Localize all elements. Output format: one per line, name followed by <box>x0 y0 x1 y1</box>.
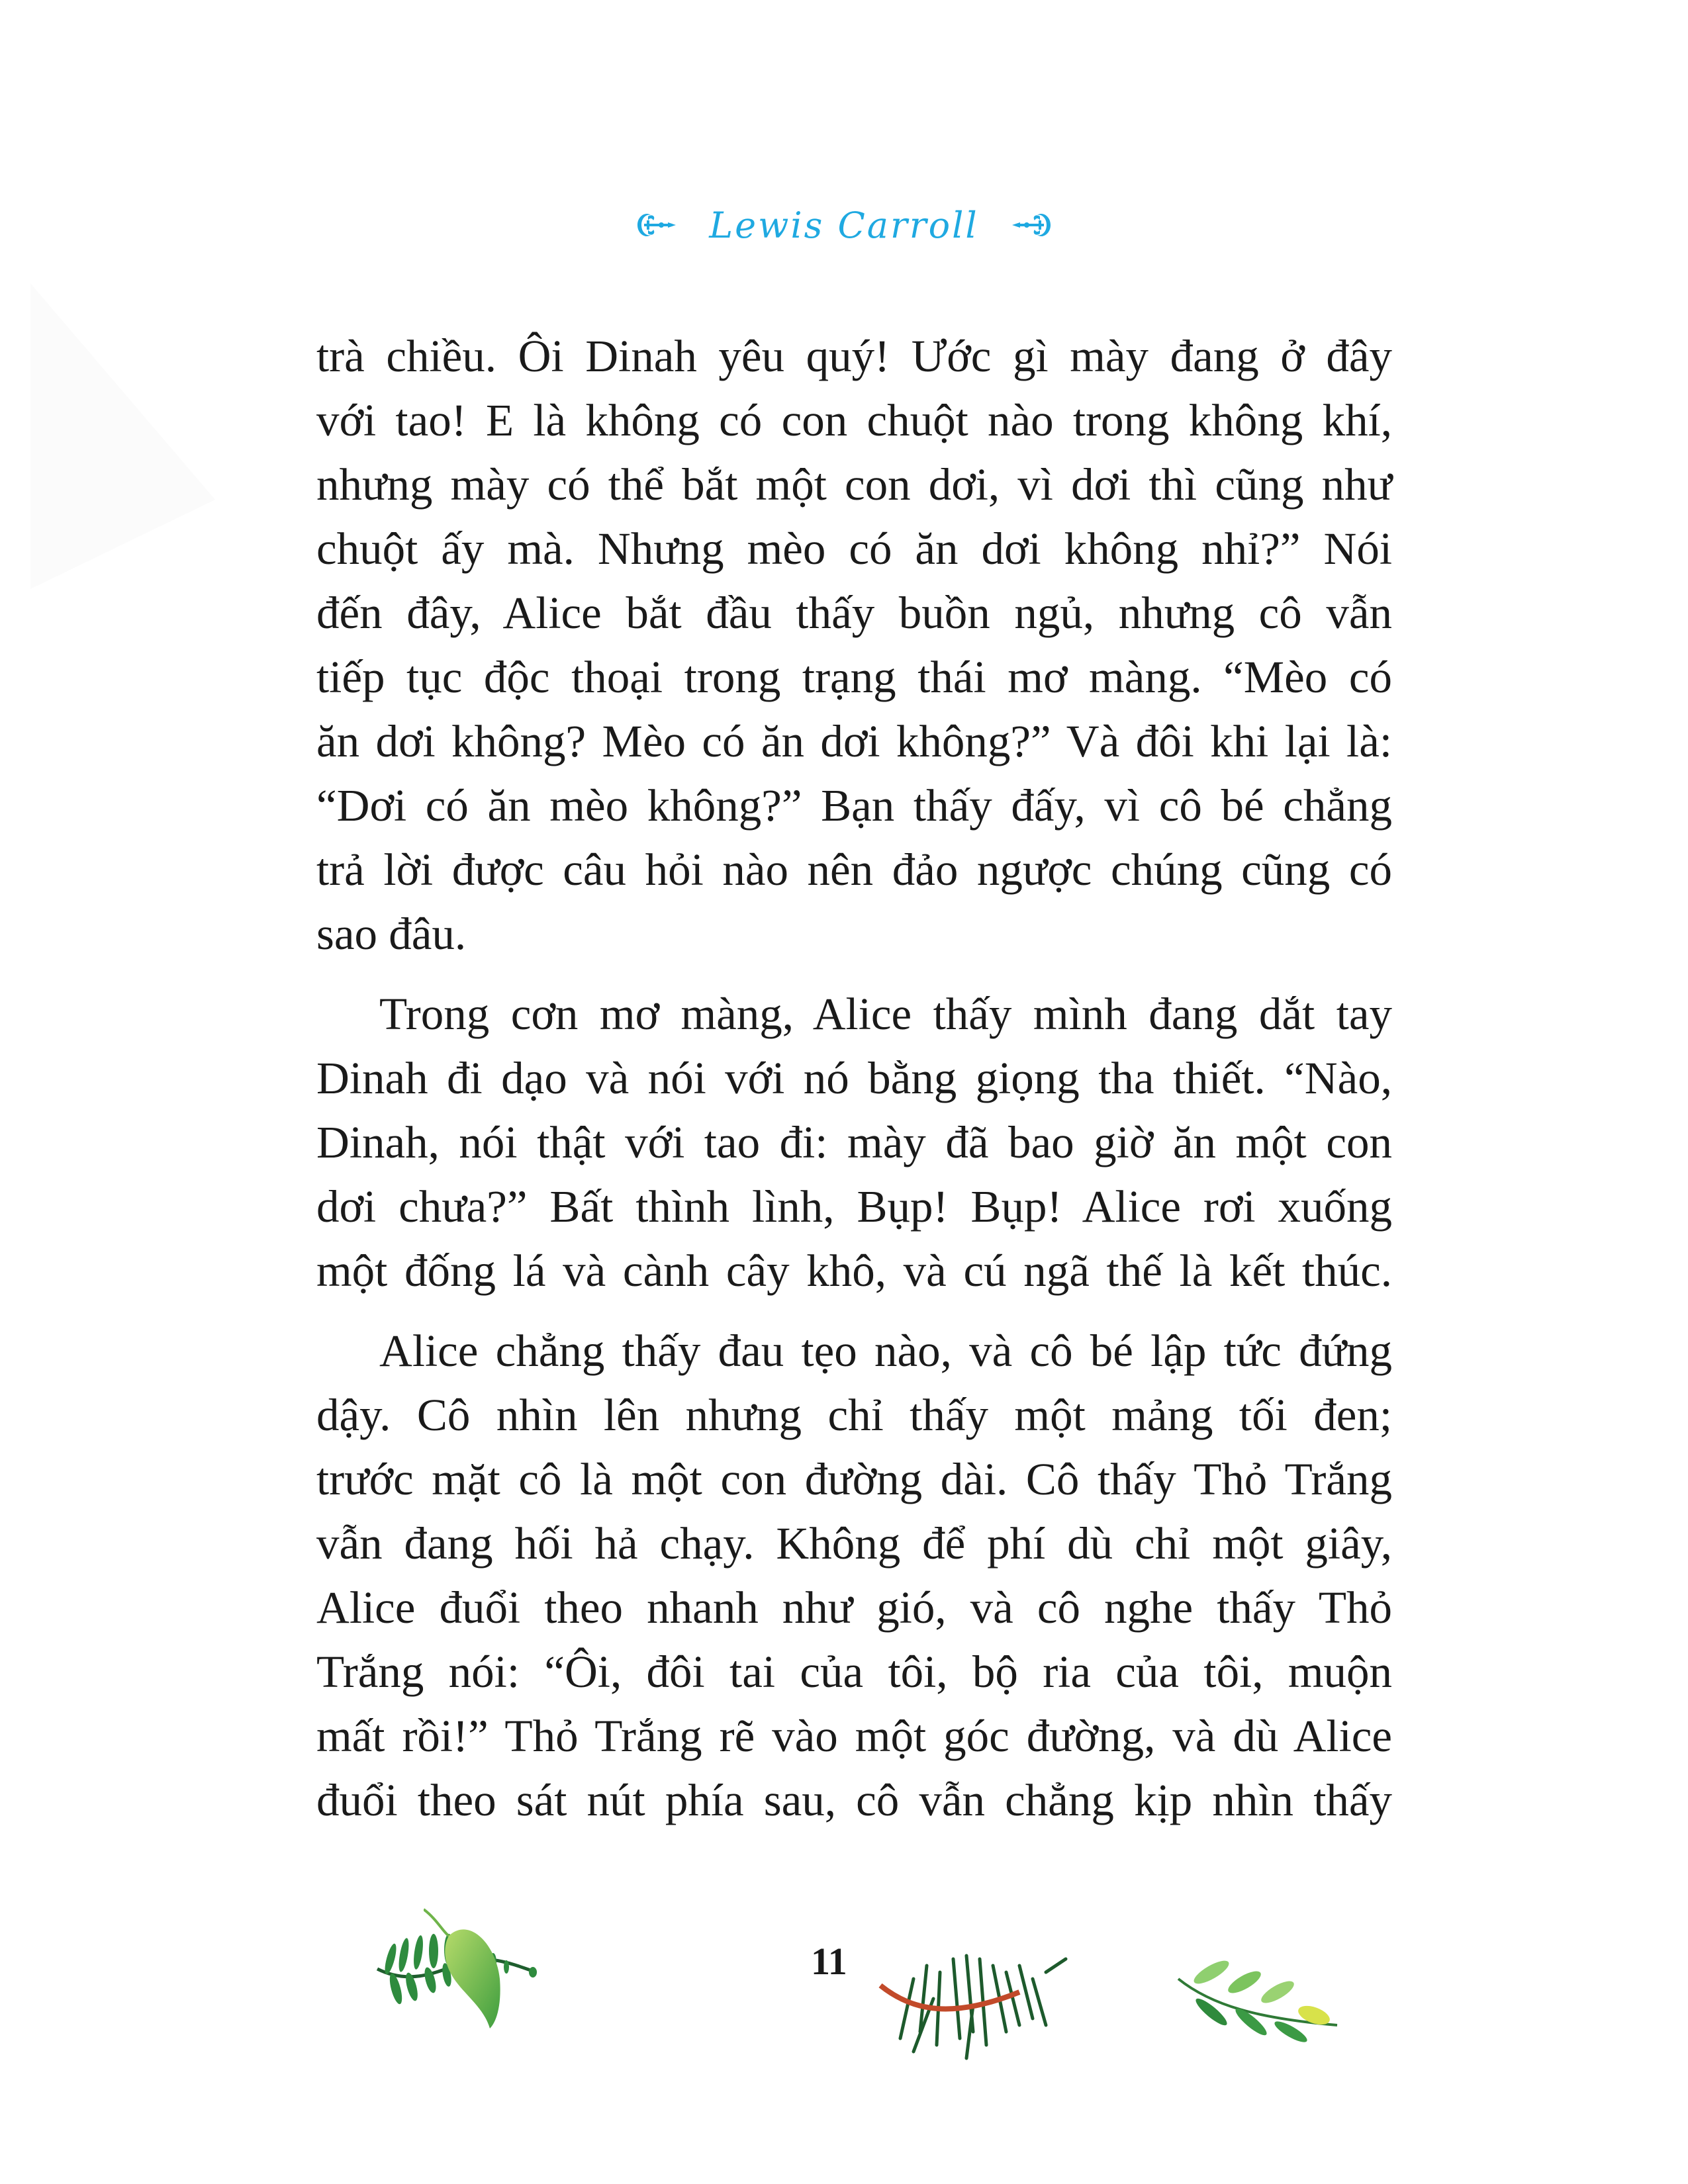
text-line: “Dơi có ăn mèo không?” Bạn thấy đấy, vì cô bé chẳng <box>316 780 1392 831</box>
text-line: Alice chẳng thấy đau tẹo nào, và cô bé lập tức đứng <box>379 1326 1392 1376</box>
text-line: Dinah đi dạo và nói với nó bằng giọng tha thiết. “Nào, <box>316 1053 1392 1103</box>
text-line: đuổi theo sát nút phía sau, cô vẫn chẳng kịp nhìn thấy <box>316 1775 1392 1825</box>
paragraph-2 <box>316 982 1392 1303</box>
text-line: mất rồi!” Thỏ Trắng rẽ vào một góc đường, và dù Alice <box>316 1711 1392 1761</box>
leafy-twig-icon <box>1172 1959 1357 2052</box>
text-line: Dinah, nói thật với tao đi: mày đã bao giờ ăn một con <box>316 1117 1392 1167</box>
text-line: tiếp tục độc thoại trong trạng thái mơ màng. “Mèo có <box>316 652 1392 702</box>
text-line: chuột ấy mà. Nhưng mèo có ăn dơi không nhỉ?” Nói <box>316 523 1392 574</box>
pine-branch-icon <box>874 1939 1086 2065</box>
text-line: với tao! E là không có con chuột nào trong không khí, <box>316 395 1392 445</box>
page-edge-shadow <box>0 0 265 728</box>
text-line: một đống lá và cành cây khô, và cú ngã thế là kết thúc. <box>316 1246 1392 1296</box>
text-line: vẫn đang hối hả chạy. Không để phí dù chỉ một giây, <box>316 1518 1392 1569</box>
text-line: trà chiều. Ôi Dinah yêu quý! Ước gì mày đang ở đây <box>316 331 1392 381</box>
green-leaf-icon <box>424 1906 583 2038</box>
paragraph-1 <box>316 324 1392 966</box>
page-number: 11 <box>811 1940 847 1983</box>
text-line: Trong cơn mơ màng, Alice thấy mình đang dắt tay <box>379 989 1392 1039</box>
text-line: ăn dơi không? Mèo có ăn dơi không?” Và đôi khi lại là: <box>316 716 1392 766</box>
text-line: Alice đuổi theo nhanh như gió, và cô nghe thấy Thỏ <box>316 1582 1392 1633</box>
author-name: Lewis Carroll <box>709 204 979 246</box>
scroll-ornament-right-icon <box>1011 208 1053 242</box>
text-line: dơi chưa?” Bất thình lình, Bụp! Bụp! Alice rơi xuống <box>316 1181 1392 1232</box>
scroll-ornament-left-icon <box>635 208 677 242</box>
text-line: nhưng mày có thể bắt một con dơi, vì dơi thì cũng như <box>316 459 1392 510</box>
text-line: sao đâu. <box>316 909 467 959</box>
text-line: dậy. Cô nhìn lên nhưng chỉ thấy một mảng tối đen; <box>316 1390 1392 1440</box>
paragraph-3 <box>316 1319 1392 1833</box>
body-text <box>316 324 1392 1833</box>
text-line: trước mặt cô là một con đường dài. Cô thấy Thỏ Trắng <box>316 1454 1392 1504</box>
text-line: trả lời được câu hỏi nào nên đảo ngược chúng cũng có <box>316 844 1392 895</box>
text-line: đến đây, Alice bắt đầu thấy buồn ngủ, nhưng cô vẫn <box>316 588 1392 638</box>
running-header <box>0 199 1688 251</box>
text-line: Trắng nói: “Ôi, đôi tai của tôi, bộ ria của tôi, muộn <box>316 1647 1392 1697</box>
